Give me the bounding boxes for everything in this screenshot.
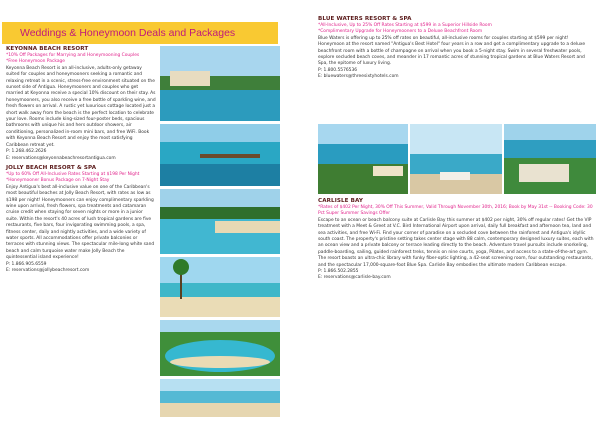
deal-line: *Complimentary Upgrade for Honeymooners to a Deluxe Beachfront Room: [318, 29, 483, 35]
deal-line: *Free Honeymoon Package: [6, 59, 66, 65]
phone-number: P: 1.866.905.6559: [6, 261, 47, 267]
deal-line: *Rates of $402 Per Night, 30% Off This Summer, Valid Through November 30th, 2016; Book by May 31st -- Booking Code: 30 Pct Super Summer Savings Offer: [318, 205, 593, 217]
hillside-bay-photo: [318, 124, 408, 194]
page-title: Weddings & Honeymoon Deals and Packages: [20, 27, 236, 39]
carlisle-column: [318, 198, 594, 282]
lounge-deck-photo: [410, 124, 502, 194]
phone-number: P: 1.866.502.2855: [318, 269, 359, 275]
section-body: Escape to an ocean or beach balcony suite at Carlisle Bay this summer at $402 per night, 30% off regular rates! Get the VIP treatment with a Meet & Greet at V.C. Bird International Airport upon arrival, daily full breakfast and afternoon tea, land and sea activities, and free Wi-Fi. Find your corner of paradise on a secluded cove between the rainforest and Antigua's idyllic south coast. The property's pristine setting takes center stage with 88 calm, contemporary designed luxury suites, each with an ocean view and a private balcony or terrace leading directly to the beach. Adventure travel pursuits include snorkeling, paddle-boarding, sailing, guided rainforest treks, tennis on nine courts, yoga, Pilates, and access to a state-of-the-art gym. The resort boasts an ultra-chic library with funky fiber-optic lighting, a 42-seat screening room, four outstanding restaurants, and the spectacular 17,000-square-foot Blue Spa. Carlisle Bay embodies the ultimate modern Caribbean escape.: [318, 217, 594, 268]
carlisle-section: [318, 198, 594, 282]
infinity-pool-photo: [160, 379, 280, 417]
section-body: Enjoy Antigua's best all-inclusive value on one of the Caribbean's most beautiful beaches at Jolly Beach Resort, with rates as low as $198 per night! Honeymooners can enjoy complimentary sparkling wine upon arrival, fresh flowers, spa treatments and catamaran cruise credit when staying for seven nights or more in a junior suite. Within the resort's 40 acres of lush tropical gardens are five restaurants, five bars, four invigorating swimming pools, a spa, fitness center, daily and nightly activities, and a wide variety of water sports. All accommodations offer private balconies or terraces with stunning views. The spectacular mile-long white sand beach and calm turquoise water make Jolly Beach the quintessential island experience!: [6, 184, 155, 261]
deal-line: *Up to 60% Off All-Inclusive Rates Starting at $198 Per Night: [6, 171, 140, 177]
section-body: Blue Waters is offering up to 25% off rates on beautiful, all-inclusive rooms for couples starting at $599 per night! Honeymoon at the resort named "Antigua's Best Hotel" four years in a row and get a complimentary upgrade to a deluxe beachfront room with a bottle of champagne on arrival when you book a 5-night stay. Swim in several freshwater pools, explore secluded beach coves, and meander in 17 romantic acres of stunning tropical gardens at Blue Waters Resort and Spa, the epitome of luxury living.: [318, 35, 586, 67]
bluewaters-section: [318, 16, 594, 81]
resort-pool-photo: [160, 46, 280, 121]
section-body: Keyonna Beach Resort is an all-inclusive, adults-only getaway suited for couples and honeymooners seeking a romantic and relaxing retreat in a scenic, stress-free environment situated on the sunset side of Antigua. Honeymooners and couples who get married at Keyonna receive a special 10% discount on their stay. As honeymooners, you also receive a free bottle of sparkling wine, and fresh flowers on arrival. A rustic yet luxurious cottage located just a short walk away from the beach is the perfect location to celebrate your love. Rooms include king-sized four-poster beds, spacious bathrooms with unique his and hers outdoor showers, air conditioning, personalized in-room mini bars, and free WiFi. Book with Keyonna Beach Resort and enjoy the most satisfying Caribbean retreat yet.: [6, 65, 156, 148]
deal-line: *Honeymooner Bonus Package on 7-Night Stay: [6, 178, 110, 184]
deal-line: *10% Off Packages for Marrying and Honeymooning Couples: [6, 53, 140, 58]
email-address[interactable]: E: reservations@carlisle-bay.com: [318, 275, 391, 281]
email-address[interactable]: E: reservations@keyonnabeachresortantigua.com: [6, 155, 116, 161]
section-heading: CARLISLE BAY: [318, 198, 364, 204]
deal-line: *All-Inclusive, Up to 25% Off Rates Starting at $599 in a Superior Hillside Room: [318, 23, 492, 28]
left-column: [6, 46, 156, 274]
phone-number: P: 1.268.462.2626: [6, 149, 47, 155]
phone-number: P: 1.800.5576536: [318, 67, 358, 73]
right-column: [318, 16, 594, 81]
bay-aerial-photo: [160, 320, 280, 376]
section-heading: BLUE WATERS RESORT & SPA: [318, 16, 412, 22]
jolly-section: [6, 165, 156, 275]
palm-beach-photo: [160, 257, 280, 317]
keyonna-section: [6, 46, 156, 162]
ocean-dock-photo: [160, 124, 280, 186]
email-address[interactable]: E: reservations@jollybeachresort.com: [6, 268, 90, 273]
section-heading: KEYONNA BEACH RESORT: [6, 46, 89, 52]
beach-pool-photo: [160, 189, 280, 254]
title-banner: [2, 22, 278, 44]
email-address[interactable]: E: bluewaters@threesixtyhotels.com: [318, 74, 399, 80]
section-heading: JOLLY BEACH RESORT & SPA: [6, 164, 97, 171]
resort-aerial-photo: [504, 124, 596, 194]
